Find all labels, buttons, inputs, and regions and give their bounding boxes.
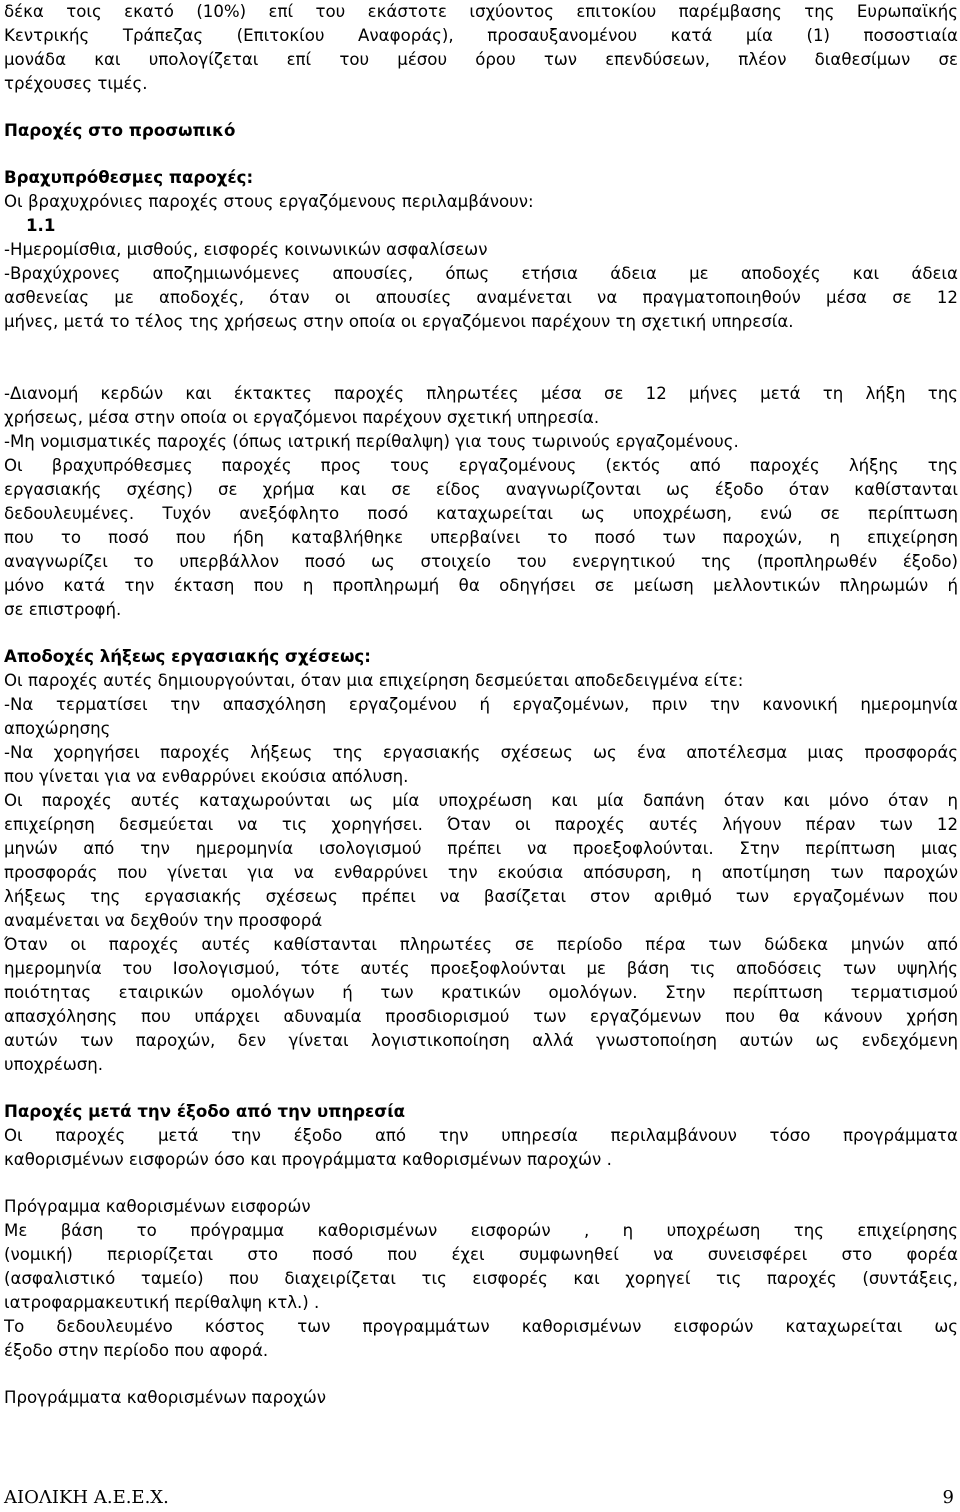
item-number: 1.1 — [26, 216, 56, 235]
footer-company: ΑΙΟΛΙΚΗ Α.Ε.Ε.Χ. — [4, 1487, 169, 1508]
text-line: μηνών από την ημερομηνία ισολογισμού πρέπει να προεξοφλούνται. Στην περίπτωση μιας — [4, 839, 958, 858]
text-line: λήξεως της εργασιακής σχέσεως πρέπει να βασίζεται στον αριθμό των εργαζομένων που — [4, 887, 958, 906]
text-line: εργασιακής σχέσης) σε χρήμα και σε είδος αναγνωρίζονται ως έξοδο όταν καθίστανται — [4, 480, 958, 499]
page-number: 9 — [942, 1487, 954, 1508]
heading-termination: Αποδοχές λήξεως εργασιακής σχέσεως: — [4, 647, 371, 666]
text-line: -Να τερματίσει την απασχόληση εργαζομένου ή εργαζομένων, πριν την κανονική ημερομηνία — [4, 695, 958, 714]
text-line: -Διανομή κερδών και έκτακτες παροχές πληρωτέες μέσα σε 12 μήνες μετά τη λήξη της — [4, 384, 958, 403]
text-line: υποχρέωση. — [4, 1055, 104, 1074]
text-line: Οι παροχές αυτές δημιουργούνται, όταν μια επιχείρηση δεσμεύεται αποδεδειγμένα είτε: — [4, 671, 744, 690]
paragraph-profit-sharing — [4, 382, 958, 622]
text-line: τρέχουσες τιμές. — [4, 74, 148, 93]
text-line: Όταν οι παροχές αυτές καθίστανται πληρωτέες σε περίοδο πέρα των δώδεκα μηνών από — [4, 935, 958, 954]
text-line: -Να χορηγήσει παροχές λήξεως της εργασιακής σχέσεως ως ένα αποτέλεσμα μιας προσφοράς — [4, 743, 958, 762]
text-line: -Μη νομισματικές παροχές (όπως ιατρική περίθαλψη) για τους τωρινούς εργαζομένους. — [4, 432, 739, 451]
text-line: μονάδα και υπολογίζεται επί του μέσου όρου των επενδύσεων, πλέον διαθεσίμων σε — [4, 50, 958, 69]
text-line: αναμένεται να δεχθούν την προσφορά — [4, 911, 323, 930]
short-term-intro: Οι βραχυχρόνιες παροχές στους εργαζόμενους περιλαμβάνουν: — [4, 192, 534, 211]
paragraph-post-employment — [4, 1124, 958, 1172]
text-line: Κεντρικής Τράπεζας (Επιτοκίου Αναφοράς), προσαυξανομένου κατά μία (1) ποσοστιαία — [4, 26, 958, 45]
text-line: προσφοράς που γίνεται για να ενθαρρύνει την εκούσια απόσυρση, η αποτίμηση των παροχών — [4, 863, 958, 882]
text-line: απασχόλησης που υπάρχει αδυναμία προσδιορισμού των εργαζόμενων που θα κάνουν χρήση — [4, 1007, 958, 1026]
text-line: Οι παροχές αυτές καταχωρούνται ως μία υποχρέωση και μία δαπάνη όταν και μόνο όταν η — [4, 791, 958, 810]
text-line: επιχείρηση δεσμεύεται να τις χορηγήσει. Όταν οι παροχές αυτές λήγουν πέραν των 12 — [4, 815, 958, 834]
text-line: Οι παροχές μετά την έξοδο από την υπηρεσία περιλαμβάνουν τόσο προγράμματα — [4, 1126, 958, 1145]
text-line: ποιότητας εταιρικών ομολόγων ή των κρατικών ομολόγων. Στην περίπτωση τερματισμού — [4, 983, 958, 1002]
paragraph-wages — [4, 238, 958, 334]
heading-short-term: Βραχυπρόθεσμες παροχές: — [4, 168, 254, 187]
text-line: έξοδο στην περίοδο που αφορά. — [4, 1341, 269, 1360]
paragraph-termination — [4, 669, 958, 1077]
text-line: (νομική) περιορίζεται στο ποσό που έχει συμφωνηθεί να συνεισφέρει στο φορέα — [4, 1245, 958, 1264]
text-line: δέκα τοις εκατό (10%) επί του εκάστοτε ισχύοντος επιτοκίου παρέμβασης της Ευρωπαϊκής — [4, 2, 958, 21]
text-line: σε επιστροφή. — [4, 600, 122, 619]
text-line: Με βάση το πρόγραμμα καθορισμένων εισφορών , η υποχρέωση της επιχείρησης — [4, 1221, 958, 1240]
text-line: Το δεδουλευμένο κόστος των προγραμμάτων καθορισμένων εισφορών καταχωρείται ως — [4, 1317, 958, 1336]
text-line: ιατροφαρμακευτική περίθαλψη κτλ.) . — [4, 1293, 320, 1312]
paragraph-defined-contribution — [4, 1219, 958, 1363]
text-line: μόνο κατά την έκταση που η προπληρωμή θα οδηγήσει σε μείωση μελλοντικών πληρωμών ή — [4, 576, 958, 595]
text-line: αυτών των παροχών, δεν γίνεται λογιστικοποίηση αλλά γνωστοποίηση αυτών ως ενδεχόμενη — [4, 1031, 958, 1050]
heading-personnel: Παροχές στο προσωπικό — [4, 121, 236, 140]
text-line: -Βραχύχρονες αποζημιωνόμενες απουσίες, όπως ετήσια άδεια με αποδοχές και άδεια — [4, 264, 958, 283]
heading-defined-benefit: Προγράμματα καθορισμένων παροχών — [4, 1388, 326, 1407]
text-line: χρήσεως, μέσα στην οποία οι εργαζόμενοι παρέχουν σχετική υπηρεσία. — [4, 408, 600, 427]
text-line: Οι βραχυπρόθεσμες παροχές προς τους εργαζομένους (εκτός από παροχές λήξης της — [4, 456, 958, 475]
page-footer — [4, 1482, 954, 1512]
text-line: (ασφαλιστικό ταμείο) που διαχειρίζεται τις εισφορές και χορηγεί τις παροχές (συντάξεις, — [4, 1269, 958, 1288]
text-line: αναγνωρίζει το υπερβάλλον ποσό ως στοιχείο του ενεργητικού της (προπληρωθέν έξοδο) — [4, 552, 958, 571]
text-line: αποχώρησης — [4, 719, 111, 738]
text-line: που το ποσό που ήδη καταβλήθηκε υπερβαίνει το ποσό των παροχών, η επιχείρηση — [4, 528, 958, 547]
text-line: δεδουλευμένες. Τυχόν ανεξόφλητο ποσό καταχωρείται ως υποχρέωση, ενώ σε περίπτωση — [4, 504, 958, 523]
text-line: μήνες, μετά το τέλος της χρήσεως στην οποία οι εργαζόμενοι παρέχουν τη σχετική υπηρεσία. — [4, 312, 794, 331]
text-line: -Ημερομίσθια, μισθούς, εισφορές κοινωνικών ασφαλίσεων — [4, 240, 488, 259]
text-line: ημερομηνία του Ισολογισμού, τότε αυτές προεξοφλούνται με βάση τις αποδόσεις των υψηλής — [4, 959, 958, 978]
text-line: καθορισμένων εισφορών όσο και προγράμματα καθορισμένων παροχών . — [4, 1150, 612, 1169]
paragraph-rate — [4, 0, 958, 96]
heading-post-employment: Παροχές μετά την έξοδο από την υπηρεσία — [4, 1102, 406, 1121]
text-line: ασθενείας με αποδοχές, όταν οι απουσίες αναμένεται να πραγματοποιηθούν μέσα σε 12 — [4, 288, 958, 307]
text-line: που γίνεται για να ενθαρρύνει εκούσια απόλυση. — [4, 767, 409, 786]
heading-defined-contribution: Πρόγραμμα καθορισμένων εισφορών — [4, 1197, 311, 1216]
